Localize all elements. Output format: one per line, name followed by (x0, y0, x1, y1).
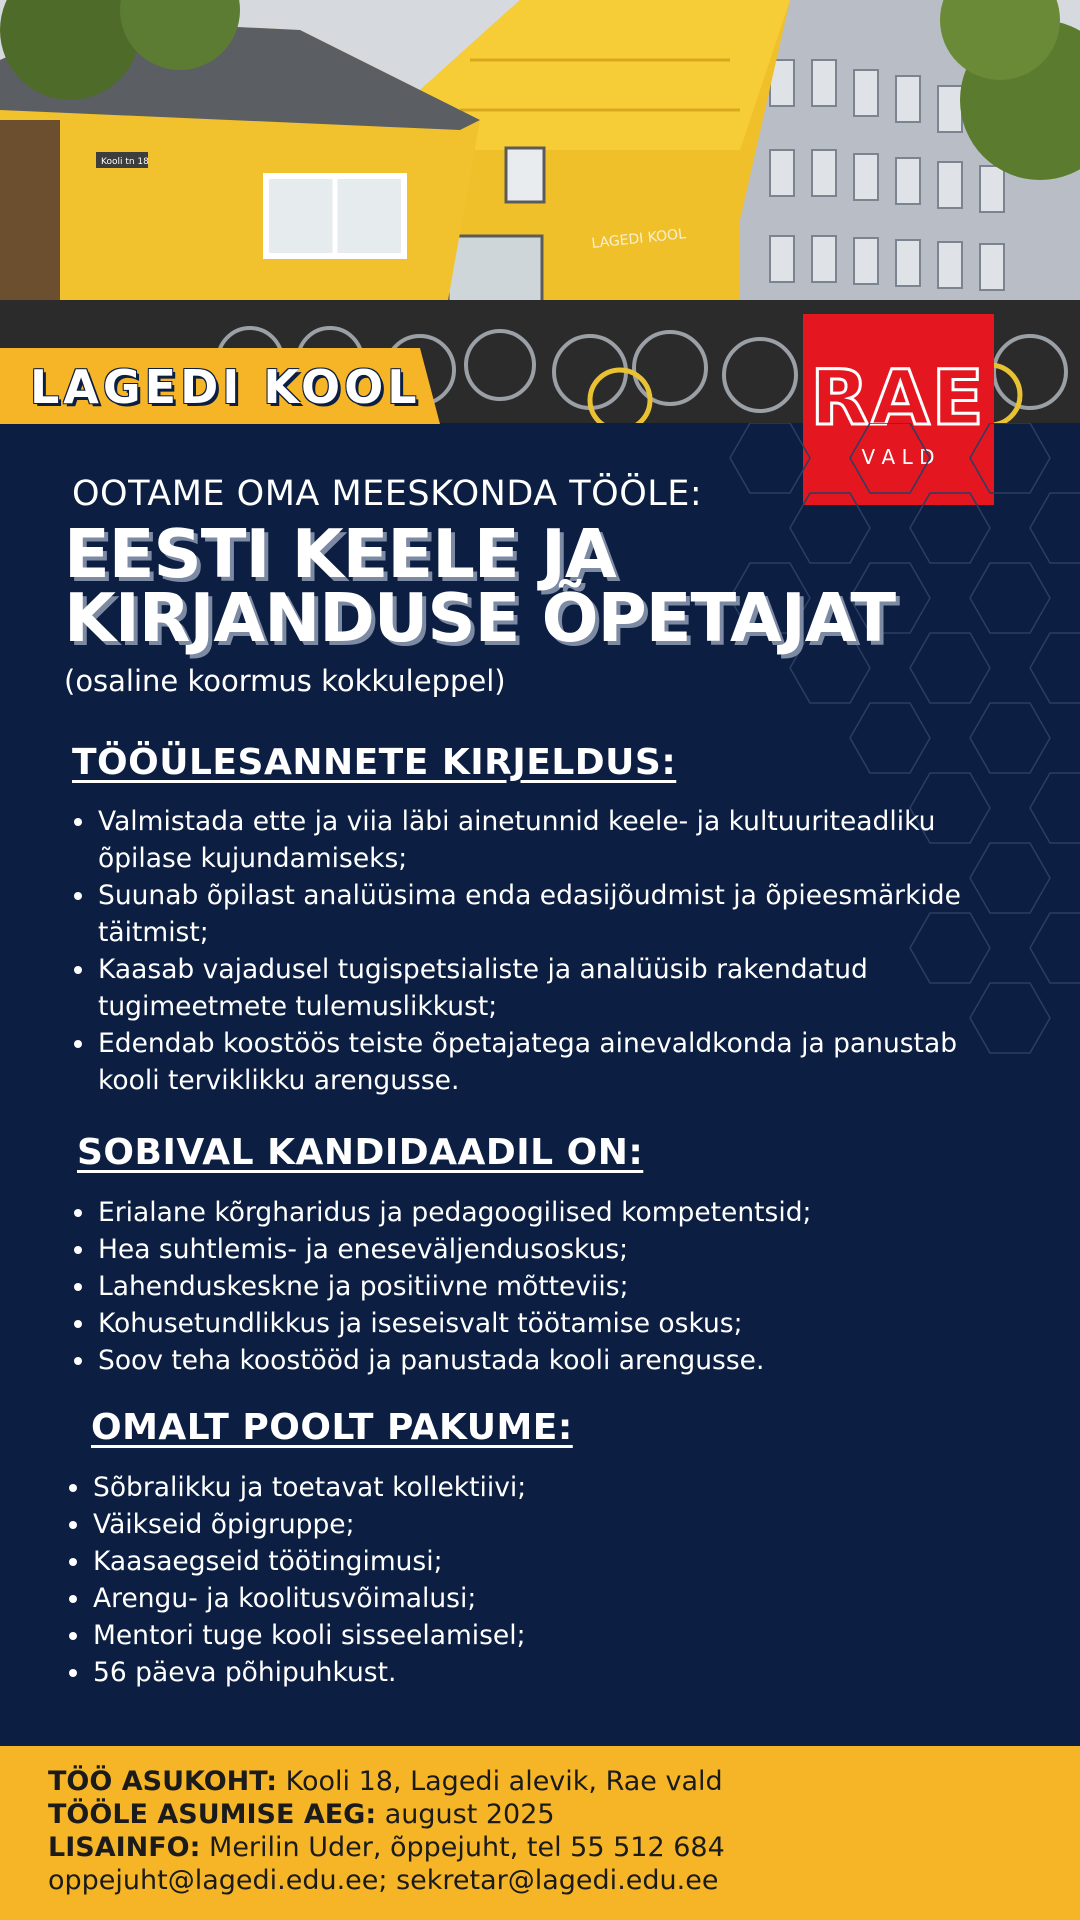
start-date-row (48, 1799, 555, 1830)
school-name: LAGEDI KOOL (30, 360, 421, 414)
list-item: Erialane kõrgharidus ja pedagoogilised kompetentsid; (70, 1194, 1010, 1231)
list-item: Suunab õpilast analüüsima enda edasijõudmist ja õpieesmärkide täitmist; (70, 877, 1010, 951)
list-item: Valmistada ette ja viia läbi ainetunnid keele- ja kultuuriteadliku õpilase kujundamiseks; (70, 803, 1010, 877)
list-item: Väikseid õpigruppe; (65, 1506, 1005, 1543)
location-value: Kooli 18, Lagedi alevik, Rae vald (277, 1766, 723, 1797)
email-links[interactable]: oppejuht@lagedi.edu.ee; sekretar@lagedi.edu.ee (48, 1865, 719, 1896)
location-label: TÖÖ ASUKOHT: (48, 1766, 277, 1797)
tasks-list (70, 803, 1010, 1099)
list-item: Kaasab vajadusel tugispetsialiste ja analüüsib rakendatud tugimeetmete tulemuslikkust; (70, 951, 1010, 1025)
list-item: Edendab koostöös teiste õpetajatega ainevaldkonda ja panustab kooli terviklikku arengusse. (70, 1025, 1010, 1099)
start-date-value: august 2025 (376, 1799, 555, 1830)
logo-text-vald: V A L D (861, 445, 935, 469)
location-row (48, 1766, 723, 1797)
list-item: 56 päeva põhipuhkust. (65, 1654, 1005, 1691)
list-item: Kaasaegseid töötingimusi; (65, 1543, 1005, 1580)
info-row (48, 1832, 725, 1863)
job-title-line: KIRJANDUSE ÕPETAJAT (64, 579, 896, 657)
list-item: Sõbralikku ja toetavat kollektiivi; (65, 1469, 1005, 1506)
intro-text: OOTAME OMA MEESKONDA TÖÖLE: (72, 474, 703, 514)
candidate-heading: SOBIVAL KANDIDAADIL ON: (77, 1132, 644, 1173)
list-item: Soov teha koostööd ja panustada kooli arengusse. (70, 1342, 1010, 1379)
start-date-label: TÖÖLE ASUMISE AEG: (48, 1799, 377, 1830)
list-item: Lahenduskeskne ja positiivne mõtteviis; (70, 1268, 1010, 1305)
workload-note: (osaline koormus kokkuleppel) (64, 664, 506, 698)
logo-text-rae: RAE (810, 353, 986, 442)
list-item: Hea suhtlemis- ja eneseväljendusoskus; (70, 1231, 1010, 1268)
job-title-line: EESTI KEELE JA (64, 515, 616, 593)
info-label: LISAINFO: (48, 1832, 201, 1863)
house-sign: Kooli tn 18 (101, 157, 149, 167)
list-item: Mentori tuge kooli sisseelamisel; (65, 1617, 1005, 1654)
job-title (64, 515, 896, 657)
wall-sign: LAGEDI KOOL (590, 226, 687, 252)
offer-list (65, 1469, 1005, 1691)
tasks-heading: TÖÖÜLESANNETE KIRJELDUS: (72, 742, 677, 783)
offer-heading: OMALT POOLT PAKUME: (91, 1407, 573, 1448)
list-item: Kohusetundlikkus ja iseseisvalt töötamise oskus; (70, 1305, 1010, 1342)
list-item: Arengu- ja koolitusvõimalusi; (65, 1580, 1005, 1617)
candidate-list (70, 1194, 1010, 1379)
info-value: Merilin Uder, õppejuht, tel 55 512 684 (200, 1832, 725, 1863)
contact-footer (0, 1746, 1080, 1920)
